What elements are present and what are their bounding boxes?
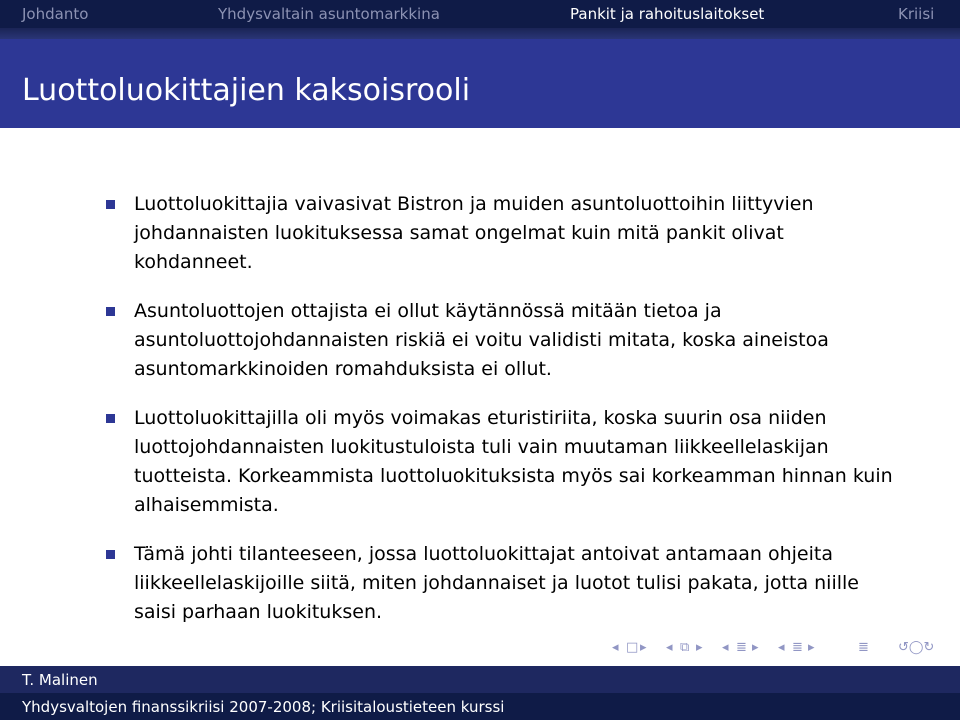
search-back-forward-icon[interactable]: ↺◯↻: [898, 640, 935, 655]
square-bullet-icon: [106, 200, 115, 209]
footer-course: Yhdysvaltojen finanssikriisi 2007-2008; Kriisitaloustieteen kurssi: [22, 698, 505, 716]
bullet-item: [100, 540, 900, 627]
footer-course-bar: [0, 693, 960, 720]
header-band: [0, 28, 960, 39]
prev-slide-icon[interactable]: ◂: [612, 640, 619, 655]
title-bar: [0, 39, 960, 128]
footer-author: T. Malinen: [22, 671, 98, 689]
nav-section-pankit[interactable]: Pankit ja rahoituslaitokset: [570, 5, 765, 23]
square-bullet-icon: [106, 414, 115, 423]
nav-section-johdanto[interactable]: Johdanto: [22, 5, 89, 23]
bullet-text: Luottoluokittajilla oli myös voimakas eturistiriita, koska suurin osa niiden luottojohdannaisten luokitustuloista tuli vain muutaman liikkeellelaskijan tuotteista. Korkeammista luottoluokituksista myös sai korkeamman hinnan kuin alhaisemmista.: [134, 407, 893, 516]
footer-author-bar: [0, 666, 960, 693]
section-navigation: [0, 0, 960, 28]
prev-frame-icon[interactable]: ◂: [666, 640, 673, 655]
bullet-item: [100, 297, 900, 384]
slide-icon[interactable]: □: [626, 640, 639, 655]
bullet-text: Luottoluokittajia vaivasivat Bistron ja muiden asuntoluottoihin liittyvien johdannaisten luokituksessa samat ongelmat kuin mitä pankit olivat kohdanneet.: [134, 193, 814, 273]
bullet-text: Asuntoluottojen ottajista ei ollut käytännössä mitään tietoa ja asuntoluottojohdannaisten riskiä ei voitu validisti mitata, koska aineistoa asuntomarkkinoiden romahduksista ei ollut.: [134, 300, 829, 380]
section-icon[interactable]: ≣: [792, 640, 803, 655]
next-frame-icon[interactable]: ▸: [696, 640, 703, 655]
square-bullet-icon: [106, 550, 115, 559]
bullet-list: [100, 190, 900, 627]
next-subsection-icon[interactable]: ▸: [752, 640, 759, 655]
document-icon[interactable]: ≣: [858, 640, 869, 655]
next-slide-icon[interactable]: ▸: [640, 640, 647, 655]
bullet-item: [100, 404, 900, 520]
prev-section-icon[interactable]: ◂: [778, 640, 785, 655]
beamer-navigation-symbols: [608, 640, 960, 664]
next-section-icon[interactable]: ▸: [808, 640, 815, 655]
square-bullet-icon: [106, 307, 115, 316]
slide-content: [100, 190, 900, 647]
prev-subsection-icon[interactable]: ◂: [722, 640, 729, 655]
frame-icon[interactable]: ⧉: [680, 640, 690, 655]
subsection-icon[interactable]: ≣: [736, 640, 747, 655]
slide-title: Luottoluokittajien kaksoisrooli: [22, 73, 471, 108]
bullet-item: [100, 190, 900, 277]
bullet-text: Tämä johti tilanteeseen, jossa luottoluokittajat antoivat antamaan ohjeita liikkeellelaskijoille siitä, miten johdannaiset ja luotot tulisi pakata, jotta niille saisi parhaan luokituksen.: [134, 543, 859, 623]
nav-section-asuntomarkkina[interactable]: Yhdysvaltain asuntomarkkina: [218, 5, 440, 23]
nav-section-kriisi[interactable]: Kriisi: [898, 5, 935, 23]
